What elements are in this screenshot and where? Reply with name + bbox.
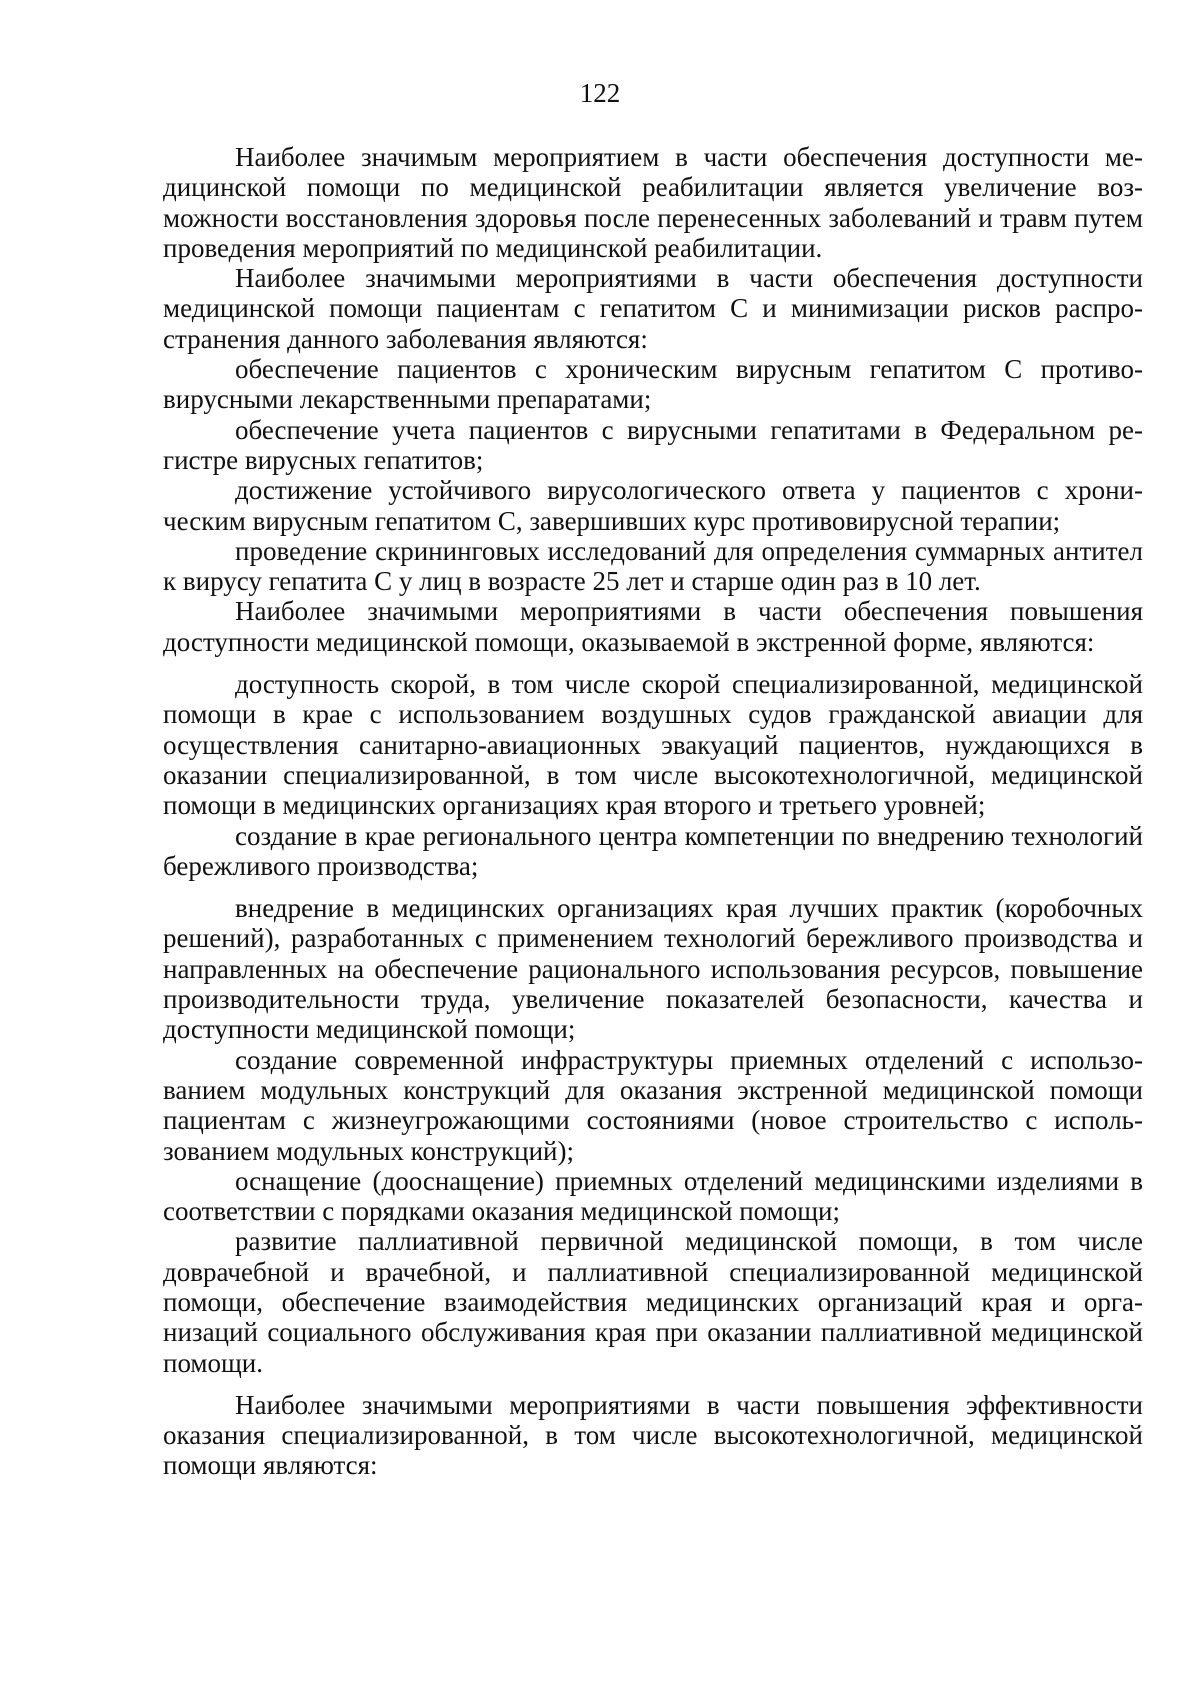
paragraph-emergency-item: внедрение в медицинских организациях края лучших практик (коробочных решений), разработанных с применением технологий бережливого производства и направленных на обеспечение рационального использования ресурсов, повышение производительности труда, увеличение показателей безопасности, качества и доступности медицинской помощи;	[163, 893, 1143, 1045]
paragraph-hepatitis-item: достижение устойчивого вирусологического ответа у пациентов с хроническим вирусным гепатитом С, завершивших курс противовирусной терапии;	[163, 475, 1143, 536]
document-body	[163, 142, 1143, 1481]
paragraph-emergency-item: создание современной инфраструктуры приемных отделений с использованием модульных конструкций для оказания экстренной медицинской помощи пациентам с жизнеугрожающими состояниями (новое строительство с использованием модульных конструкций);	[163, 1044, 1143, 1166]
paragraph-palliative: развитие паллиативной первичной медицинской помощи, в том числе доврачебной и врачебной, и паллиативной специализированной медицинской помощи, обеспечение взаимодействия медицинских организаций края и организаций социального обслуживания края при оказании паллиативной медицинской помощи.	[163, 1226, 1143, 1378]
paragraph-rehabilitation: Наиболее значимым мероприятием в части обеспечения доступности медицинской помощи по медицинской реабилитации является увеличение возможности восстановления здоровья после перенесенных заболеваний и травм путем проведения мероприятий по медицинской реабилитации.	[163, 142, 1143, 263]
paragraph-hepatitis-intro: Наиболее значимыми мероприятиями в части обеспечения доступности медицинской помощи пациентам с гепатитом С и минимизации рисков распространения данного заболевания являются:	[163, 263, 1143, 354]
page-number: 122	[579, 78, 621, 108]
paragraph-emergency-intro: Наиболее значимыми мероприятиями в части обеспечения повышения доступности медицинской помощи, оказываемой в экстренной форме, являются:	[163, 596, 1143, 657]
paragraph-hepatitis-item: обеспечение пациентов с хроническим вирусным гепатитом С противовирусными лекарственными препаратами;	[163, 354, 1143, 415]
paragraph-hepatitis-item: проведение скрининговых исследований для определения суммарных антител к вирусу гепатита С у лиц в возрасте 25 лет и старше один раз в 10 лет.	[163, 535, 1143, 597]
paragraph-specialized-intro: Наиболее значимыми мероприятиями в части повышения эффективности оказания специализированной, в том числе высокотехнологичной, медицинской помощи являются:	[163, 1389, 1143, 1481]
paragraph-emergency-item: оснащение (дооснащение) приемных отделений медицинскими изделиями в соответствии с порядками оказания медицинской помощи;	[163, 1165, 1143, 1227]
paragraph-hepatitis-item: обеспечение учета пациентов с вирусными гепатитами в Федеральном регистре вирусных гепатитов;	[163, 414, 1143, 475]
paragraph-emergency-item: создание в крае регионального центра компетенции по внедрению технологий бережливого производства;	[163, 820, 1143, 881]
paragraph-emergency-item: доступность скорой, в том числе скорой специализированной, медицинской помощи в крае с использованием воздушных судов гражданской авиации для осуществления санитарно-авиационных эвакуаций пациентов, нуждающихся в оказании специализированной, в том числе высокотехнологичной, медицинской помощи в медицинских организациях края второго и третьего уровней;	[163, 669, 1143, 821]
